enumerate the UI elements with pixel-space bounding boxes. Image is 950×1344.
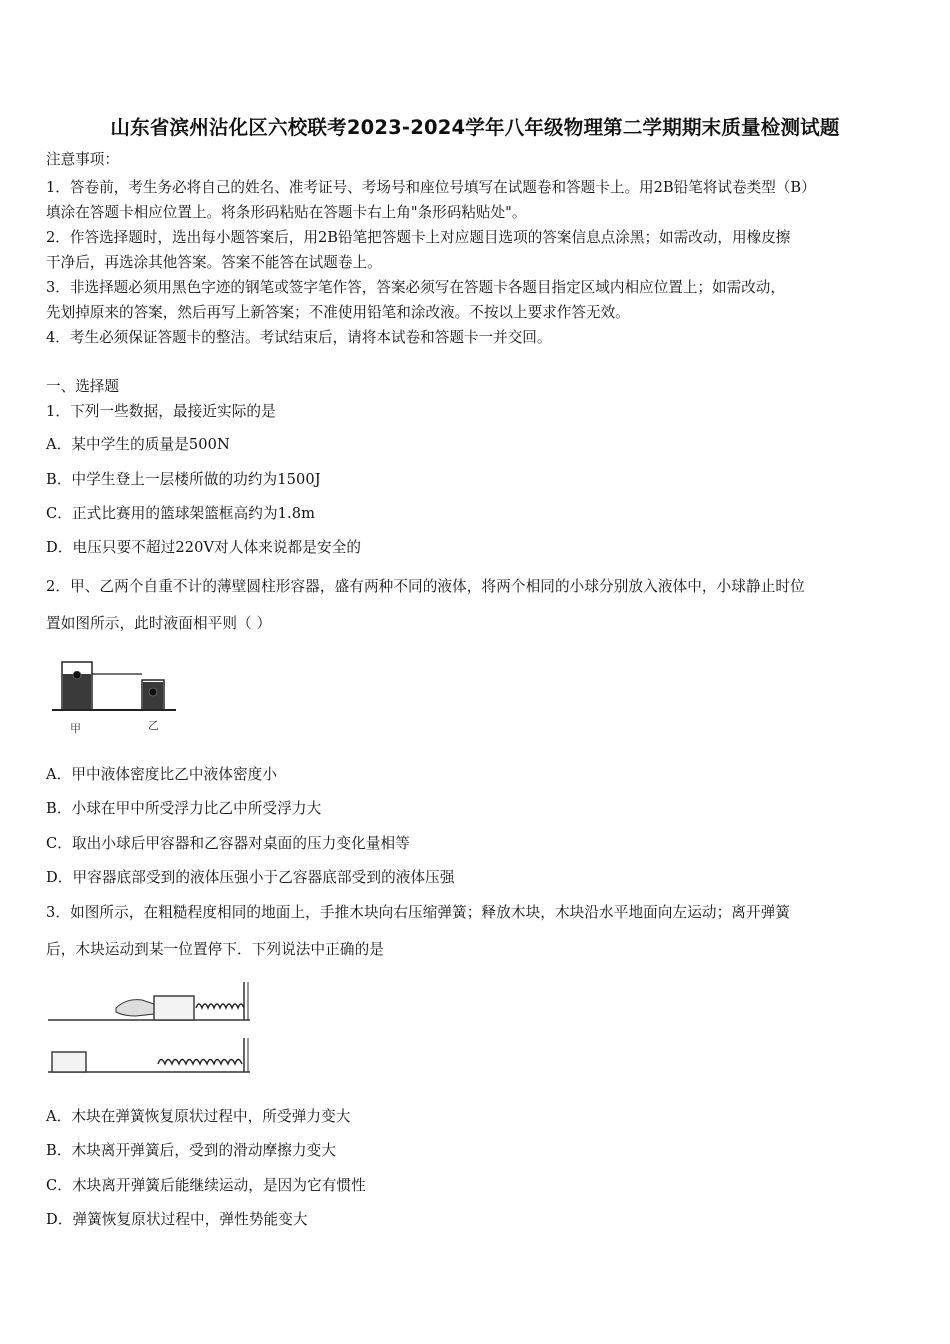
question-3-option-c: C．木块离开弹簧后能继续运动，是因为它有惯性: [46, 1177, 366, 1194]
notice-line: 3．非选择题必须用黑色字迹的钢笔或签字笔作答，答案必须写在答题卡各题目指定区域内相应位置上；如需改动，: [46, 279, 785, 296]
label-jia: 甲: [70, 722, 81, 735]
label-yi: 乙: [148, 719, 159, 732]
spring-relaxed: [158, 1060, 242, 1065]
question-3-option-a: A．木块在弹簧恢复原状过程中，所受弹力变大: [46, 1108, 351, 1125]
question-2-option-c: C．取出小球后甲容器和乙容器对桌面的压力变化量相等: [46, 835, 410, 852]
notice-line: 4．考生必须保证答题卡的整洁。考试结束后，请将本试卷和答题卡一并交回。: [46, 329, 552, 346]
notice-line: 干净后，再选涂其他答案。答案不能答在试题卷上。: [46, 254, 382, 271]
notice-line: 2．作答选择题时，选出每小题答案后，用2B铅笔把答题卡上对应题目选项的答案信息点涂黑；如需改动，用橡皮擦: [46, 229, 791, 246]
notice-line: 填涂在答题卡相应位置上。将条形码粘贴在答题卡右上角"条形码粘贴处"。: [46, 204, 527, 221]
notice-heading: 注意事项：: [46, 151, 119, 168]
question-3-stem: 3．如图所示，在粗糙程度相同的地面上，手推木块向右压缩弹簧；释放木块，木块沿水平地面向左运动；离开弹簧: [46, 904, 791, 921]
spring-compressed: [196, 1004, 244, 1008]
notice-line: 1．答卷前，考生务必将自己的姓名、准考证号、考场号和座位号填写在试题卷和答题卡上。用2B铅笔将试卷类型（B）: [46, 179, 816, 196]
ball-yi: [149, 688, 157, 696]
question-2-option-b: B．小球在甲中所受浮力比乙中所受浮力大: [46, 800, 322, 817]
question-2-stem: 2．甲、乙两个自重不计的薄壁圆柱形容器，盛有两种不同的液体，将两个相同的小球分别放入液体中，小球静止时位: [46, 578, 805, 595]
wood-block-top: [154, 996, 194, 1020]
ball-jia: [73, 671, 81, 679]
question-2-option-d: D．甲容器底部受到的液体压强小于乙容器底部受到的液体压强: [46, 869, 455, 886]
question-1-option-c: C．正式比赛用的篮球架篮框高约为1.8m: [46, 505, 316, 522]
containers-figure: [46, 652, 186, 742]
question-3-option-d: D．弹簧恢复原状过程中，弹性势能变大: [46, 1211, 308, 1228]
section-heading: 一、选择题: [46, 378, 119, 395]
question-3-stem-cont: 后，木块运动到某一位置停下．下列说法中正确的是: [46, 941, 384, 958]
question-2-stem-cont: 置如图所示，此时液面相平则（ ）: [46, 615, 272, 632]
question-3-option-b: B．木块离开弹簧后，受到的滑动摩擦力变大: [46, 1142, 337, 1159]
notice-line: 先划掉原来的答案，然后再写上新答案；不准使用铅笔和涂改液。不按以上要求作答无效。: [46, 304, 630, 321]
question-1-option-b: B．中学生登上一层楼所做的功约为1500J: [46, 471, 321, 488]
spring-block-figure: [46, 978, 256, 1083]
question-1-stem: 1．下列一些数据，最接近实际的是: [46, 403, 276, 420]
wood-block-bottom: [52, 1052, 86, 1072]
hand-icon: [116, 1000, 154, 1016]
question-2-option-a: A．甲中液体密度比乙中液体密度小: [46, 766, 278, 783]
page-title: 山东省滨州沾化区六校联考2023-2024学年八年级物理第二学期期末质量检测试题: [110, 116, 840, 139]
question-1-option-a: A．某中学生的质量是500N: [46, 436, 230, 453]
question-1-option-d: D．电压只要不超过220V对人体来说都是安全的: [46, 539, 362, 556]
